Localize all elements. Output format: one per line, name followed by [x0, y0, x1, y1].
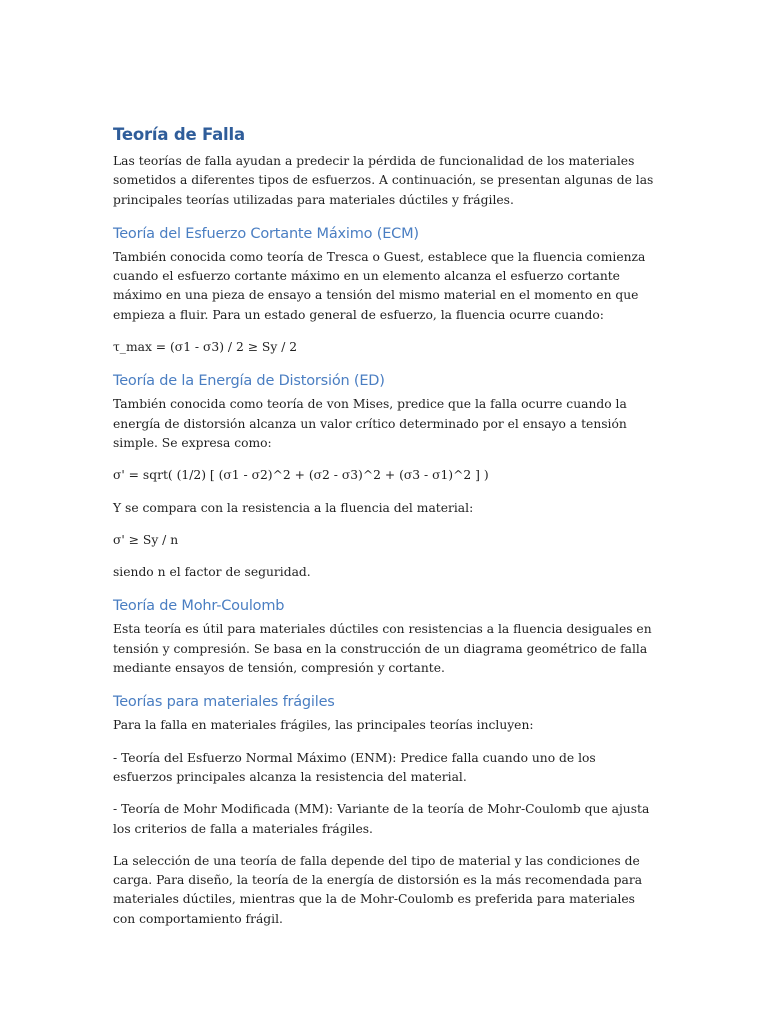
intro-paragraph: Las teorías de falla ayudan a predecir la pérdida de funcionalidad de los materiales sometidos a diferentes tipos de esfuerzos. A continuación, se presentan algunas de las principales teorías utilizadas para materiales dúctiles y frágiles. — [113, 154, 654, 207]
ed-paragraph: También conocida como teoría de von Mises, predice que la falla ocurre cuando la energía de distorsión alcanza un valor crítico determinado por el ensayo a tensión simple. Se expresa como: — [113, 397, 627, 450]
mohr-paragraph: Esta teoría es útil para materiales dúctiles con resistencias a la fluencia desiguales en tensión y compresión. Se basa en la construcción de un diagrama geométrico de falla mediante ensayos de tensión, compresión y cortante. — [113, 622, 652, 676]
section-fragiles — [113, 690, 658, 929]
document-title: Teoría de Falla — [113, 125, 245, 144]
section-ecm — [113, 222, 658, 357]
section-mohr-coulomb — [113, 594, 658, 678]
ecm-paragraph: También conocida como teoría de Tresca o Guest, establece que la fluencia comienza cuando el esfuerzo cortante máximo en un elemento alcanza el esfuerzo cortante máximo en una pieza de ensayo a tensión del mismo material en el momento en que empieza a fluir. Para un estado general de esfuerzo, la fluencia ocurre cuando: — [113, 249, 646, 322]
mohr-heading: Teoría de Mohr-Coulomb — [113, 598, 285, 615]
fragiles-item-enm: - Teoría del Esfuerzo Normal Máximo (ENM): Predice falla cuando uno de los esfuerzos principales alcanza la resistencia del material. — [113, 750, 596, 784]
fragiles-heading: Teorías para materiales frágiles — [113, 694, 335, 711]
ed-compare-paragraph: Y se compara con la resistencia a la fluencia del material: — [113, 500, 474, 515]
ed-formula-von-mises: σ' = sqrt( (1/2) [ (σ1 - σ2)^2 + (σ2 - σ3)^2 + (σ3 - σ1)^2 ] ) — [113, 468, 489, 483]
ecm-heading: Teoría del Esfuerzo Cortante Máximo (ECM) — [113, 225, 419, 242]
conclusion-paragraph: La selección de una teoría de falla depende del tipo de material y las condiciones de carga. Para diseño, la teoría de la energía de distorsión es la más recomendada para materiales dúctiles, mientras que la de Mohr-Coulomb es preferida para materiales con comportamiento frágil. — [113, 853, 643, 926]
ed-safety-note: siendo n el factor de seguridad. — [113, 565, 311, 580]
section-ed — [113, 369, 658, 582]
ed-heading: Teoría de la Energía de Distorsión (ED) — [113, 373, 385, 390]
ecm-formula: τ_max = (σ1 - σ3) / 2 ≥ Sy / 2 — [113, 340, 298, 355]
fragiles-paragraph: Para la falla en materiales frágiles, las principales teorías incluyen: — [113, 718, 534, 733]
ed-formula-safety: σ' ≥ Sy / n — [113, 532, 179, 547]
fragiles-item-mm: - Teoría de Mohr Modificada (MM): Variante de la teoría de Mohr-Coulomb que ajusta los criterios de falla a materiales frágiles. — [113, 802, 650, 836]
